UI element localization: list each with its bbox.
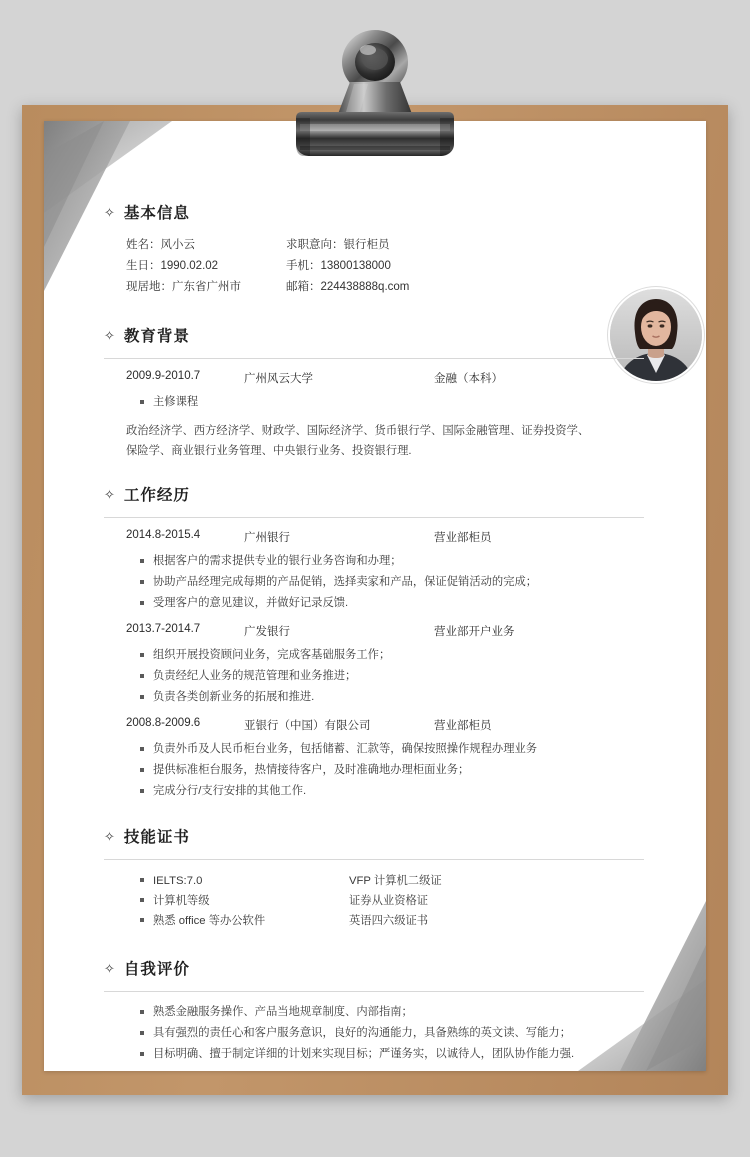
list-item: 根据客户的需求提供专业的银行业务咨询和办理； (140, 552, 644, 571)
basic-info-row (126, 256, 644, 277)
divider (104, 991, 644, 992)
list-item: 受理客户的意见建议，并做好记录反馈. (140, 594, 644, 613)
section-title-basic-info: 基本信息 (123, 205, 190, 222)
skill-left: IELTS:7.0 (153, 875, 203, 887)
section-education (104, 324, 644, 461)
list-item: 负责各类创新业务的拓展和推进. (140, 688, 644, 707)
education-bullets (104, 393, 644, 412)
basic-info-value: 广东省广州市 (172, 281, 241, 293)
section-work-experience (104, 483, 644, 801)
basic-info-label: 生日： (126, 260, 161, 272)
entry-org: 广州风云大学 (244, 373, 313, 385)
basic-info-value: 1990.02.02 (160, 260, 219, 272)
basic-info-cell (126, 256, 286, 277)
basic-info-row (126, 235, 644, 256)
section-header-work-experience (104, 483, 644, 505)
basic-info-cell (126, 235, 286, 256)
entry-date: 2008.8-2009.6 (126, 717, 201, 729)
entry-org: 广州银行 (244, 532, 290, 544)
entry-org: 广发银行 (244, 626, 290, 638)
section-header-self-evaluation (104, 957, 644, 979)
basic-info-label: 姓名： (126, 239, 161, 251)
skill-right: 英语四六级证书 (349, 915, 429, 927)
section-self-evaluation (104, 957, 644, 1064)
education-entry-head (104, 370, 644, 386)
entry-org: 亚银行（中国）有限公司 (244, 720, 371, 732)
binder-clip (280, 28, 470, 168)
basic-info-row (126, 277, 644, 298)
list-item: 组织开展投资顾问业务，完成客基础服务工作； (140, 646, 644, 665)
basic-info-label: 求职意向： (286, 239, 344, 251)
section-title-self-evaluation: 自我评价 (123, 961, 190, 978)
skill-left: 计算机等级 (153, 895, 210, 907)
basic-info-label: 邮箱： (286, 281, 321, 293)
list-item: 负责经纪人业务的规范管理和业务推进； (140, 667, 644, 686)
diamond-icon: ✧ (104, 486, 115, 502)
section-title-skills: 技能证书 (123, 829, 190, 846)
list-item: 协助产品经理完成每期的产品促销，选择卖家和产品，保证促销活动的完成； (140, 573, 644, 592)
spacer (104, 935, 644, 957)
basic-info-label: 手机： (286, 260, 321, 272)
education-courses (104, 422, 644, 461)
basic-info-value: 224438888q.com (320, 281, 410, 293)
entry-role: 营业部柜员 (434, 532, 492, 544)
diamond-icon: ✧ (104, 327, 115, 343)
section-header-basic-info (104, 201, 644, 223)
divider (104, 859, 644, 860)
section-header-skills (104, 825, 644, 847)
entry-date: 2014.8-2015.4 (126, 529, 201, 541)
skill-right: VFP 计算机二级证 (349, 875, 442, 887)
work-entry-head (104, 717, 644, 733)
section-skills (104, 825, 644, 931)
basic-info-cell (126, 277, 286, 298)
course-line: 保险学、商业银行业务管理、中央银行业务、投资银行理. (126, 444, 412, 457)
entry-date: 2013.7-2014.7 (126, 623, 201, 635)
entry-role: 营业部开户业务 (434, 626, 515, 638)
entry-role: 营业部柜员 (434, 720, 492, 732)
skill-left: 熟悉 office 等办公软件 (153, 915, 266, 927)
work-bullets (104, 552, 644, 613)
spacer (104, 469, 644, 483)
list-item: 负责外币及人民币柜台业务，包括储蓄、汇款等，确保按照操作规程办理业务 (140, 740, 644, 759)
basic-info-cell (286, 235, 546, 256)
diamond-icon: ✧ (104, 828, 115, 844)
skill-right: 证券从业资格证 (349, 895, 429, 907)
entry-role: 金融（本科） (434, 373, 503, 385)
list-item (140, 891, 644, 911)
divider (104, 517, 644, 518)
section-header-education (104, 324, 644, 346)
section-title-education: 教育背景 (123, 328, 190, 345)
spacer (104, 811, 644, 825)
list-item (140, 911, 644, 931)
basic-info-value: 银行柜员 (343, 239, 390, 251)
basic-info-grid (104, 235, 644, 298)
section-basic-info (104, 201, 644, 298)
resume-paper (44, 121, 706, 1071)
list-item: 主修课程 (140, 393, 644, 412)
diamond-icon: ✧ (104, 960, 115, 976)
entry-date: 2009.9-2010.7 (126, 370, 201, 382)
divider (104, 358, 644, 359)
basic-info-value: 13800138000 (320, 260, 391, 272)
list-item: 熟悉金融服务操作、产品当地规章制度、内部指南； (140, 1003, 644, 1022)
section-title-work-experience: 工作经历 (123, 487, 190, 504)
basic-info-cell (286, 277, 546, 298)
list-item: 提供标准柜台服务，热情接待客户，及时准确地办理柜面业务； (140, 761, 644, 780)
work-bullets (104, 646, 644, 707)
clipboard-board (22, 105, 728, 1095)
list-item (140, 871, 644, 891)
diamond-icon: ✧ (104, 204, 115, 220)
work-entry-head (104, 529, 644, 545)
list-item: 完成分行/支行安排的其他工作. (140, 782, 644, 801)
basic-info-label: 现居地： (126, 281, 172, 293)
work-entry-head (104, 623, 644, 639)
spacer (104, 302, 644, 324)
resume-content (104, 201, 644, 1071)
skills-list (104, 871, 644, 931)
basic-info-cell (286, 256, 546, 277)
work-bullets (104, 740, 644, 801)
self-evaluation-bullets (104, 1003, 644, 1064)
list-item: 具有强烈的责任心和客户服务意识，良好的沟通能力，具备熟练的英文读、写能力； (140, 1024, 644, 1043)
basic-info-value: 风小云 (160, 239, 195, 251)
course-line: 政治经济学、西方经济学、财政学、国际经济学、货币银行学、国际金融管理、证券投资学、 (126, 425, 590, 437)
list-item: 目标明确、擅于制定详细的计划来实现目标；严谨务实，以诚待人，团队协作能力强. (140, 1045, 644, 1064)
